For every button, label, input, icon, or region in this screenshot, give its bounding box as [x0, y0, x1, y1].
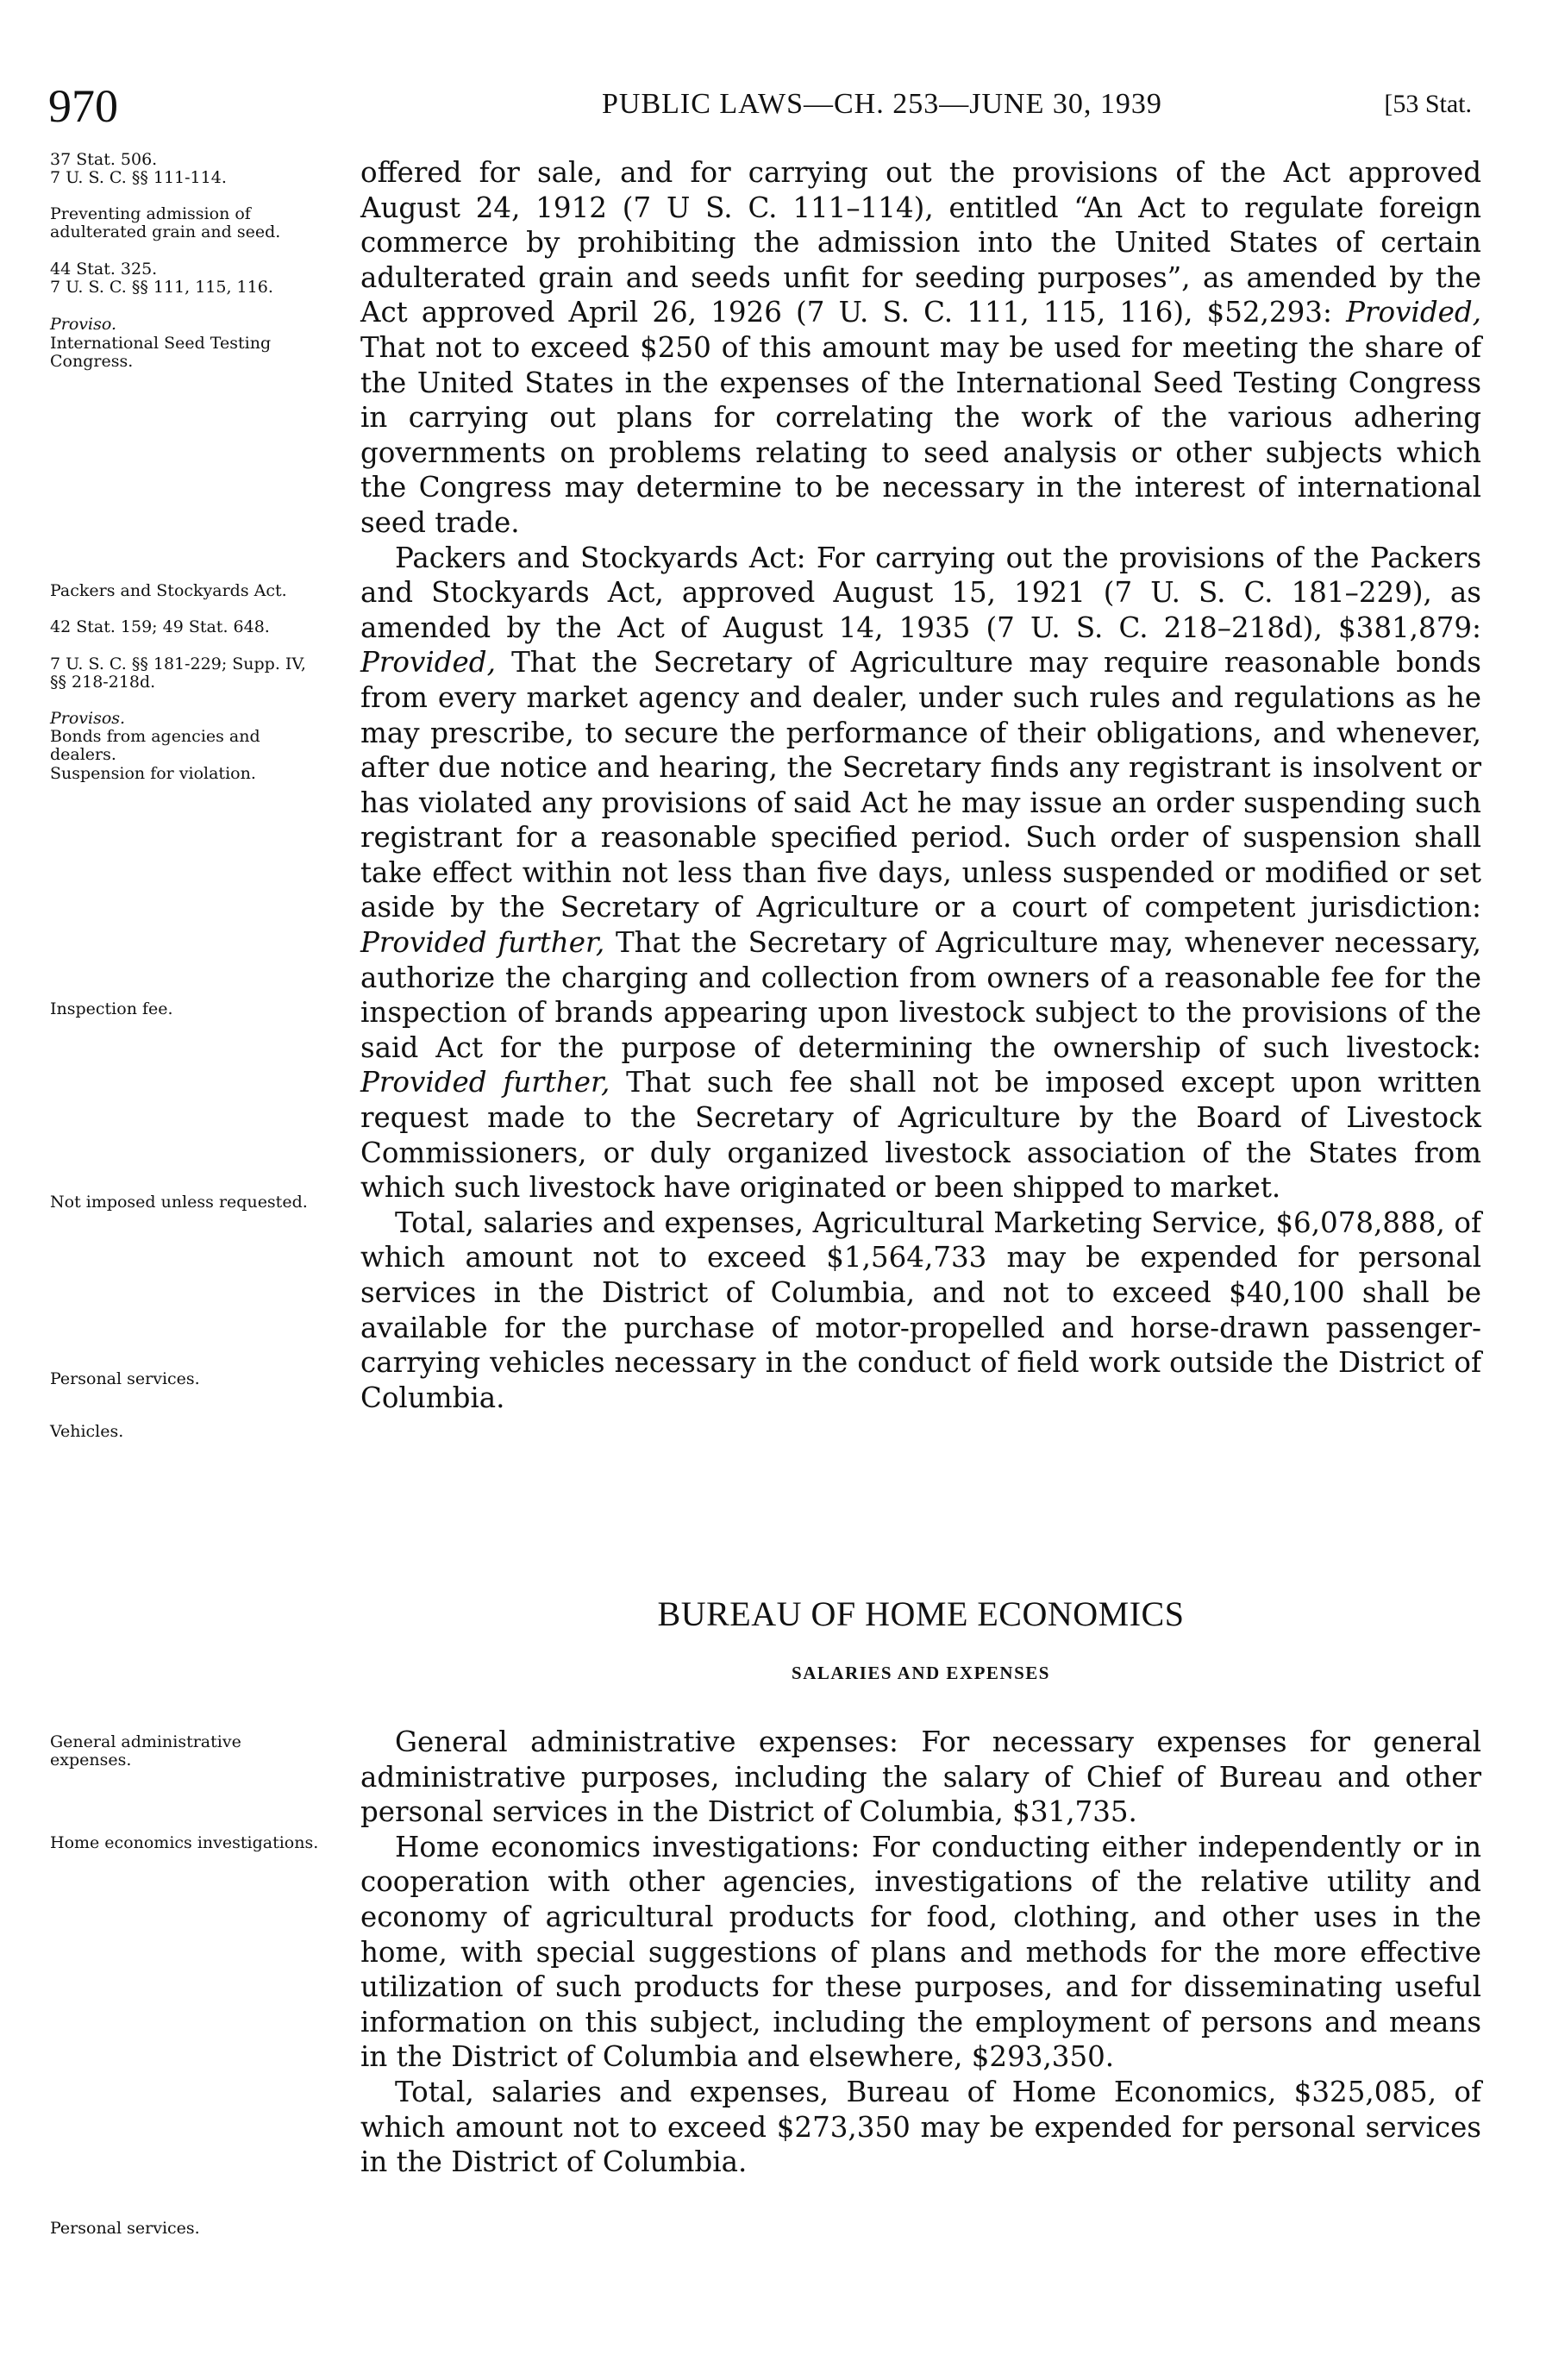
margin-note: Home economics investigations.	[50, 1833, 319, 1852]
section-heading: BUREAU OF HOME ECONOMICS	[657, 1594, 1185, 1633]
section-subheading: SALARIES AND EXPENSES	[792, 1663, 1050, 1683]
page-number: 970	[48, 80, 118, 132]
margin-note: Packers and Stockyards Act.	[50, 581, 287, 600]
margin-note-proviso	[50, 316, 324, 334]
body-text-lower	[360, 1725, 1481, 2180]
margin-note: Preventing admission of adulterated grain and seed.	[50, 204, 281, 241]
margin-note: Vehicles.	[50, 1422, 124, 1441]
running-title: PUBLIC LAWS—CH. 253—JUNE 30, 1939	[602, 88, 1162, 120]
proviso-term: Provided further,	[360, 1066, 610, 1099]
margin-note: 44 Stat. 325.	[50, 260, 158, 279]
proviso-term: Provided,	[1346, 296, 1481, 329]
paragraph-seed-act	[360, 155, 1481, 541]
margin-note: 42 Stat. 159; 49 Stat. 648.	[50, 617, 270, 636]
margin-note: Bonds from agencies and dealers.	[50, 727, 260, 764]
margin-note: Suspension for violation.	[50, 764, 256, 783]
paragraph-general-admin: General administrative expenses: For necessary expenses for general administrative purposes, including the salary of Chief of Bureau and other personal services in the District of Columbia, $31,735.	[360, 1726, 1481, 1829]
margin-note: 7 U. S. C. §§ 111-114.	[50, 168, 227, 187]
text-run: That not to exceed $250 of this amount may be used for meeting the share of the United States in the expenses of the International Seed Testing Congress in carrying out plans for correlating the work of the various adhering governments on problems relating to seed analysis or other subjects which the Congress may determine to be necessary in the interest of international seed trade.	[360, 330, 1481, 539]
margin-note: 7 U. S. C. §§ 111, 115, 116.	[50, 278, 273, 297]
paragraph-ams-total: Total, salaries and expenses, Agricultural Marketing Service, $6,078,888, of which amount not to exceed $1,564,733 may be expended for personal services in the District of Columbia, and not to exceed $40,100 shall be available for the purchase of motor-propelled and horse-drawn passenger-carrying vehicles necessary in the conduct of field work outside the District of Columbia.	[360, 1206, 1481, 1414]
margin-note: Inspection fee.	[50, 999, 173, 1018]
margin-note: General administrative expenses.	[50, 1732, 241, 1769]
text-run: offered for sale, and for carrying out the provisions of the Act approved August 24, 1912 (7 U S. C. 111–114), entitled “An Act to regulate foreign commerce by prohibiting the admission into the United States of certain adulterated grain and seeds unfit for seeding purposes”, as amended by the Act approved April 26, 1926 (7 U. S. C. 111, 115, 116), $52,293:	[360, 156, 1481, 329]
proviso-term: Provided further,	[360, 926, 605, 960]
margin-note-provisos	[50, 710, 324, 728]
paragraph-home-economics: Home economics investigations: For conducting either independently or in cooperation with other agencies, investigations of the relative utility and economy of agricultural products for food, clothing, and other uses in the home, with special suggestions of plans and methods for the more effective utilization of such products for these purposes, and for disseminating useful information on this subject, including the employment of persons and means in the District of Columbia and elsewhere, $293,350.	[360, 1830, 1481, 2074]
provisos-label: Provisos.	[50, 709, 126, 728]
proviso-term: Provided,	[360, 646, 496, 680]
margin-note: International Seed Testing Congress.	[50, 334, 272, 371]
margin-note: Personal services.	[50, 2219, 200, 2238]
proviso-label: Proviso.	[50, 315, 117, 334]
body-text-upper	[360, 155, 1481, 1415]
margin-note: Not imposed unless requested.	[50, 1193, 308, 1212]
text-run: Packers and Stockyards Act: For carrying out the provisions of the Packers and Stockyards Act, approved August 15, 1921 (7 U. S. C. 181–229), as amended by the Act of August 14, 1935 (7 U. S. C. 218–218d), $381,879:	[360, 541, 1481, 644]
paragraph-packers-stockyards	[360, 541, 1481, 1206]
margin-note: 37 Stat. 506.	[50, 150, 158, 169]
text-run: That the Secretary of Agriculture may require reasonable bonds from every market agency and dealer, under such rules and regulations as he may prescribe, to secure the performance of their obligations, and whenever, after due notice and hearing, the Secretary finds any registrant is insolvent or has violated any provisions of said Act he may issue an order suspending such registrant for a reasonable specified period. Such order of suspension shall take effect within not less than five days, unless suspended or modified or set aside by the Secretary of Agriculture or a court of competent jurisdiction:	[360, 646, 1481, 924]
paragraph-bureau-total: Total, salaries and expenses, Bureau of Home Economics, $325,085, of which amount not to exceed $273,350 may be expended for personal services in the District of Columbia.	[360, 2075, 1481, 2179]
margin-note: Personal services.	[50, 1369, 200, 1388]
text-run: That the Secretary of Agriculture may, whenever necessary, authorize the charging and collection from owners of a reasonable fee for the inspection of brands appearing upon livestock subject to the provisions of the said Act for the purpose of determining the ownership of such livestock:	[360, 926, 1481, 1064]
text-run: That such fee shall not be imposed except upon written request made to the Secretary of Agriculture by the Board of Livestock Commissioners, or duly organized livestock association of the States from which such livestock have originated or been shipped to market.	[360, 1066, 1481, 1205]
statute-reference: [53 Stat.	[1384, 90, 1472, 118]
margin-note: 7 U. S. C. §§ 181-229; Supp. IV, §§ 218-218d.	[50, 654, 306, 692]
